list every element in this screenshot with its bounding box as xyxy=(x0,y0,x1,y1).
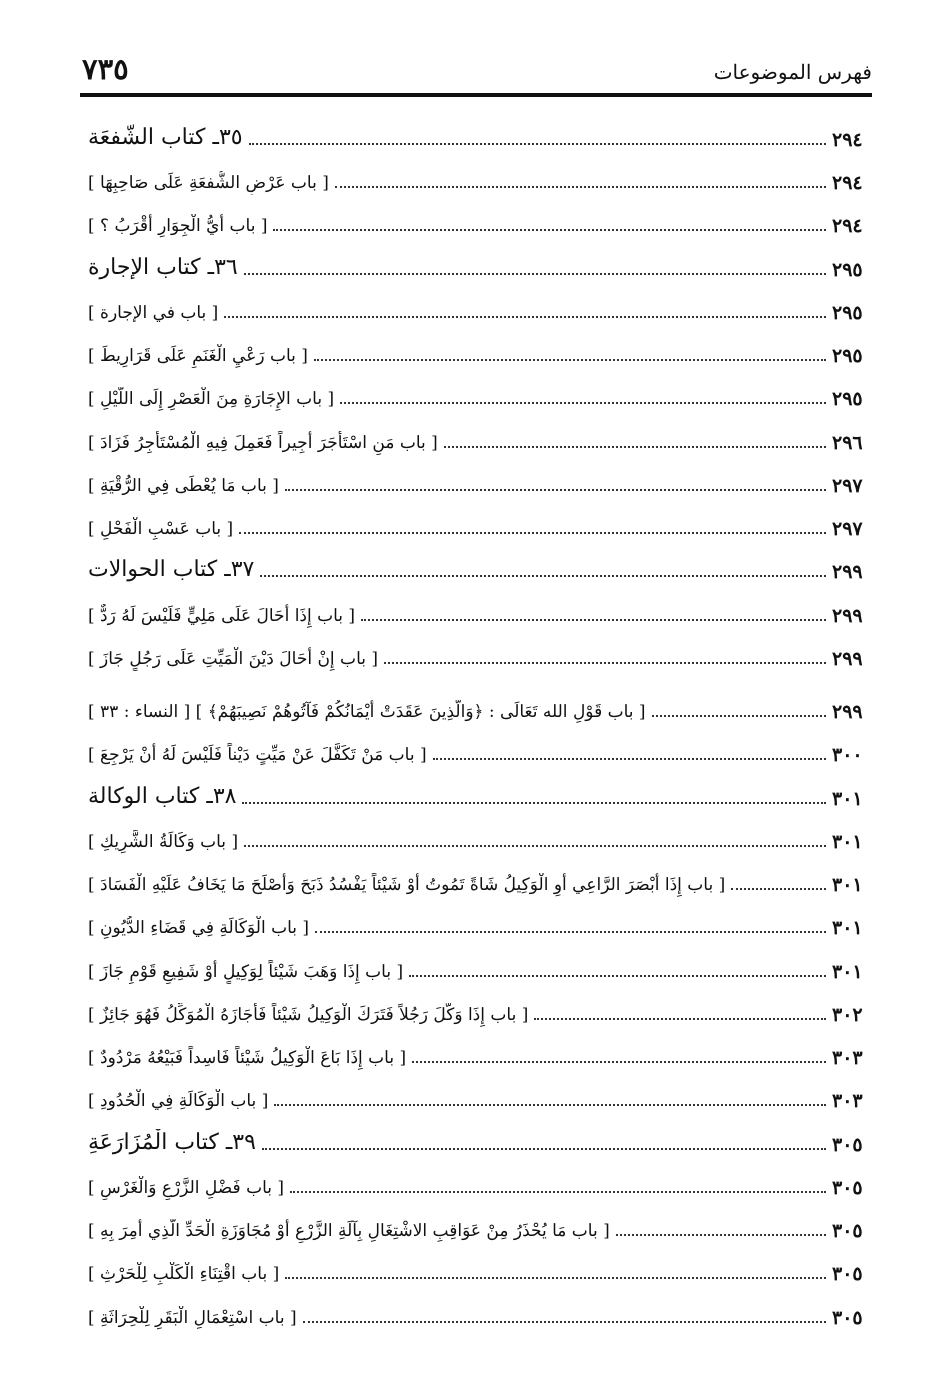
dot-leader xyxy=(244,271,826,275)
entry-title: [ باب الإِجَارَةِ مِنَ الْعَصْرِ إِلَى اللَّيْلِ ] xyxy=(88,389,335,409)
entry-title: [ باب في الإجارة ] xyxy=(88,303,219,323)
toc-chapter-entry[interactable] xyxy=(80,1166,870,1200)
entry-page-number: ٣٠١ xyxy=(832,961,863,983)
entry-page-number: ٣٠٢ xyxy=(832,1004,863,1026)
entry-title: [ باب اقْتِنَاءِ الْكَلْبِ لِلْحَرْثِ ] xyxy=(88,1264,280,1284)
entry-title: [ باب مَنِ اسْتَأْجَرَ أَجِيراً فَعَمِلَ فِيهِ الْمُسْتَأْجِرُ فَزَادَ ] xyxy=(88,433,438,453)
dot-leader xyxy=(444,444,826,448)
toc-chapter-entry[interactable] xyxy=(80,690,870,724)
toc-chapter-entry[interactable] xyxy=(80,421,870,455)
entry-title: [ باب إِذَا وَكَّلَ رَجُلاً فَتَرَكَ الْوَكِيلُ شَيْئاً فَأَجَازَهُ الْمُوَكِّلُ فَهُوَ جَائِزٌ ] xyxy=(88,1005,529,1025)
entry-page-number: ٣٠١ xyxy=(832,831,863,853)
entry-title: [ باب مَنْ تَكَفَّلَ عَنْ مَيِّتٍ دَيْناً فَلَيْسَ لَهُ أَنْ يَرْجِعَ ] xyxy=(88,745,427,765)
dot-leader xyxy=(290,1189,826,1193)
entry-page-number: ٢٩٦ xyxy=(832,432,863,454)
dot-leader xyxy=(224,314,826,318)
entry-page-number: ٣٠٣ xyxy=(832,1090,863,1112)
entry-title: [ باب مَا يُحْذَرُ مِنْ عَوَاقِبِ الاشْتِغَالِ بِآلَةِ الزَّرْعِ أَوْ مُجَاوَزَةِ الْحَدِّ الَّذِي أُمِرَ بِهِ ] xyxy=(88,1221,610,1241)
entry-title: [ باب اسْتِعْمَالِ الْبَقَرِ لِلْحِرَاثَةِ ] xyxy=(88,1308,297,1328)
dot-leader xyxy=(616,1232,826,1236)
dot-leader xyxy=(285,487,826,491)
running-title: فهرس الموضوعات xyxy=(713,60,872,84)
toc-book-entry[interactable] xyxy=(80,777,870,811)
toc-chapter-entry[interactable] xyxy=(80,733,870,767)
entry-title: [ باب وَكَالَةُ الشَّرِيكِ ] xyxy=(88,832,239,852)
dot-leader xyxy=(242,800,826,804)
toc-book-entry[interactable] xyxy=(80,550,870,584)
dot-leader xyxy=(262,1146,826,1150)
page-number: ٧٣٥ xyxy=(82,52,129,86)
entry-page-number: ٢٩٧ xyxy=(832,518,863,540)
toc-chapter-entry[interactable] xyxy=(80,1209,870,1243)
toc-chapter-entry[interactable] xyxy=(80,1252,870,1286)
entry-title: [ باب إِذَا أَحَالَ عَلَى مَلِيٍّ فَلَيْسَ لَهُ رَدٌّ ] xyxy=(88,606,356,626)
entry-page-number: ٢٩٩ xyxy=(832,701,863,723)
dot-leader xyxy=(260,573,826,577)
toc-chapter-entry[interactable] xyxy=(80,1296,870,1330)
toc-chapter-entry[interactable] xyxy=(80,377,870,411)
entry-page-number: ٣٠٥ xyxy=(832,1220,863,1242)
entry-title: [ باب فَضْلِ الزَّرْعِ وَالْغَرْسِ ] xyxy=(88,1178,285,1198)
dot-leader xyxy=(384,660,826,664)
entry-title: [ باب عَرْضِ الشُّفعَةِ عَلَى صَاحِبِهَا ] xyxy=(88,173,329,193)
entry-title: [ باب إِذَا وَهَبَ شَيْئاً لِوَكِيلٍ أَوْ شَفِيعِ قَوْمٍ جَازَ ] xyxy=(88,962,404,982)
page-header xyxy=(80,52,872,92)
entry-page-number: ٢٩٩ xyxy=(832,561,863,583)
header-rule xyxy=(80,93,872,97)
dot-leader xyxy=(244,843,826,847)
dot-leader xyxy=(249,141,826,145)
toc-chapter-entry[interactable] xyxy=(80,637,870,671)
dot-leader xyxy=(273,227,826,231)
dot-leader xyxy=(534,1016,826,1020)
entry-page-number: ٣٠٥ xyxy=(832,1177,863,1199)
toc-chapter-entry[interactable] xyxy=(80,334,870,368)
entry-title: [ باب الْوَكَالَةِ فِي الْحُدُودِ ] xyxy=(88,1091,269,1111)
toc-book-entry[interactable] xyxy=(80,118,870,152)
dot-leader xyxy=(731,886,826,890)
dot-leader xyxy=(340,400,826,404)
entry-title: [ باب قَوْلِ الله تَعَالَى : ﴿وَالَّذِينَ عَقَدَتْ أَيْمَانُكُمْ فَآتُوهُمْ نَصِيبَهُمْ﴾ ] [ النساء : ٣٣ ] xyxy=(88,702,646,722)
dot-leader xyxy=(315,929,826,933)
entry-title: [ باب إِنْ أَحَالَ دَيْنَ الْمَيِّتِ عَلَى رَجُلٍ جَازَ ] xyxy=(88,649,379,669)
toc-book-entry[interactable] xyxy=(80,1123,870,1157)
entry-title: [ باب أَيُّ الْجِوَارِ أَقْرَبُ ؟ ] xyxy=(88,216,268,236)
dot-leader xyxy=(274,1102,826,1106)
entry-title: ٣٩ـ كتاب الْمُزَارَعَةِ xyxy=(88,1130,256,1155)
entry-title: ٣٥ـ كتاب الشُّفعَة xyxy=(88,125,243,150)
toc-chapter-entry[interactable] xyxy=(80,204,870,238)
entry-page-number: ٢٩٩ xyxy=(832,605,863,627)
entry-page-number: ٢٩٥ xyxy=(832,259,863,281)
dot-leader xyxy=(285,1275,826,1279)
entry-page-number: ٣٠٠ xyxy=(832,744,863,766)
toc-book-entry[interactable] xyxy=(80,248,870,282)
dot-leader xyxy=(412,1059,826,1063)
toc-chapter-entry[interactable] xyxy=(80,950,870,984)
entry-title: [ باب إِذَا أَبْصَرَ الرَّاعِي أَوِ الْوَكِيلُ شَاةً تَمُوتُ أَوْ شَيْئاً يَفْسُدُ ذَبَحَ وَأَصْلَحَ مَا يَخَافُ عَلَيْهِ الْفَسَادَ ] xyxy=(88,875,726,895)
entry-title: [ باب رَعْيِ الْغَنَمِ عَلَى قَرَارِيطَ ] xyxy=(88,346,308,366)
entry-page-number: ٢٩٥ xyxy=(832,388,863,410)
entry-page-number: ٣٠٣ xyxy=(832,1047,863,1069)
entry-page-number: ٣٠٥ xyxy=(832,1263,863,1285)
entry-page-number: ٣٠١ xyxy=(832,788,863,810)
entry-title: [ باب عَسْبِ الْفَحْلِ ] xyxy=(88,519,234,539)
dot-leader xyxy=(361,617,826,621)
toc-chapter-entry[interactable] xyxy=(80,594,870,628)
dot-leader xyxy=(335,184,826,188)
entry-title: ٣٦ـ كتاب الإجارة xyxy=(88,255,238,280)
toc-chapter-entry[interactable] xyxy=(80,1036,870,1070)
entry-page-number: ٣٠١ xyxy=(832,874,863,896)
dot-leader xyxy=(652,713,826,717)
entry-page-number: ٢٩٤ xyxy=(832,129,863,151)
toc-chapter-entry[interactable] xyxy=(80,291,870,325)
dot-leader xyxy=(314,357,826,361)
entry-page-number: ٣٠٥ xyxy=(832,1134,863,1156)
toc-chapter-entry[interactable] xyxy=(80,906,870,940)
entry-page-number: ٣٠١ xyxy=(832,917,863,939)
dot-leader xyxy=(239,530,826,534)
toc-chapter-entry[interactable] xyxy=(80,507,870,541)
toc-chapter-entry[interactable] xyxy=(80,464,870,498)
dot-leader xyxy=(303,1319,826,1323)
entry-title: [ باب مَا يُعْطَى فِي الرُّقْيَةِ ] xyxy=(88,476,279,496)
toc-chapter-entry[interactable] xyxy=(80,863,870,897)
entry-page-number: ٢٩٥ xyxy=(832,302,863,324)
entry-title: ٣٨ـ كتاب الوكالة xyxy=(88,784,237,809)
entry-title: [ باب الْوَكَالَةِ فِي قَضَاءِ الدُّيُونِ ] xyxy=(88,918,310,938)
entry-title: [ باب إِذَا بَاعَ الْوَكِيلُ شَيْئاً فَاسِداً فَبَيْعُهُ مَرْدُودٌ ] xyxy=(88,1048,407,1068)
entry-page-number: ٣٠٥ xyxy=(832,1307,863,1329)
entry-page-number: ٢٩٤ xyxy=(832,215,863,237)
entry-page-number: ٢٩٤ xyxy=(832,172,863,194)
toc-chapter-entry[interactable] xyxy=(80,161,870,195)
entry-page-number: ٢٩٧ xyxy=(832,475,863,497)
entry-page-number: ٢٩٩ xyxy=(832,648,863,670)
toc-chapter-entry[interactable] xyxy=(80,1079,870,1113)
entry-title: ٣٧ـ كتاب الحوالات xyxy=(88,557,255,582)
entry-page-number: ٢٩٥ xyxy=(832,345,863,367)
dot-leader xyxy=(433,756,826,760)
toc-chapter-entry[interactable] xyxy=(80,820,870,854)
toc-chapter-entry[interactable] xyxy=(80,993,870,1027)
dot-leader xyxy=(409,973,826,977)
